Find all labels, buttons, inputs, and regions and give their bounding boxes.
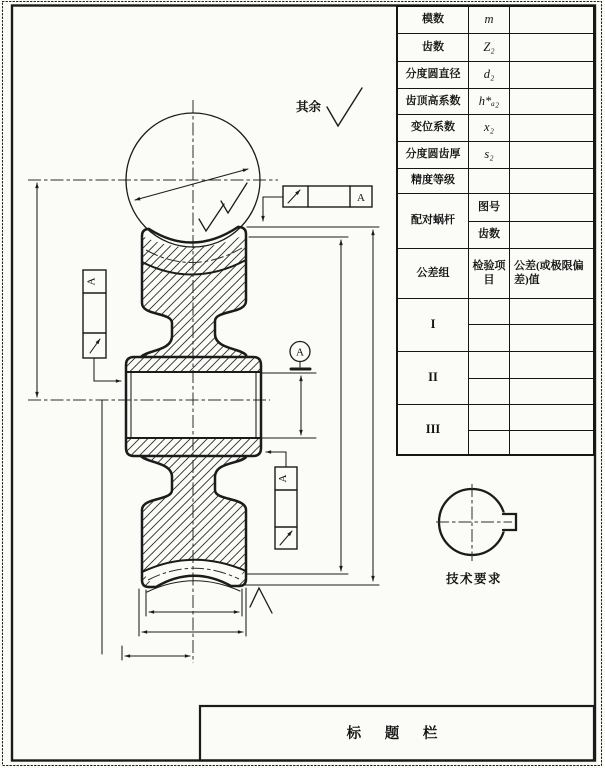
tech-requirements-label: 技术要求 [445,572,503,586]
remainder-roughness-note [296,88,362,126]
param-value-cell [469,379,510,405]
param-symbol: x₂ [469,115,510,142]
title-bar [200,706,594,761]
param-label: 分度圆直径 [398,62,469,89]
tolerance-value-label: 公差(或极限偏差)值 [510,249,593,299]
param-label: 变位系数 [398,115,469,142]
param-symbol: d₂ [469,62,510,89]
param-value-cell [510,169,593,194]
param-symbol: h*ₐ₂ [469,89,510,115]
tolerance-group-label: 公差组 [398,249,469,299]
tolerance-group-1: I [398,299,469,352]
roughness-icon [199,204,224,231]
gear-parameter-table [396,5,595,456]
param-value-cell [510,379,593,405]
param-value-cell [469,169,510,194]
param-value-cell [510,142,593,169]
datum-a-symbol [290,342,310,370]
param-value-cell [469,431,510,454]
param-label: 齿顶高系数 [398,89,469,115]
param-value-cell [510,7,593,34]
param-value-cell [510,62,593,89]
param-value-cell [510,431,593,454]
runout-tolerance-frame-left [83,270,121,381]
param-label: 分度圆齿厚 [398,142,469,169]
param-value-cell [510,115,593,142]
param-label: 齿数 [398,34,469,62]
param-value-cell [510,34,593,62]
mating-worm-label: 配对蜗杆 [398,194,469,249]
runout-tolerance-frame-bottom [266,452,297,549]
param-value-cell [510,405,593,431]
param-symbol: m [469,7,510,34]
param-value-cell [510,194,593,222]
tolerance-group-2: II [398,352,469,405]
shaft-section-view [436,484,518,586]
param-symbol: Z₂ [469,34,510,62]
param-value-cell [510,222,593,249]
tolerance-group-3: III [398,405,469,454]
param-value-cell [469,299,510,325]
remainder-label: 其余 [296,100,322,114]
runout-symbol-icon [280,531,292,545]
datum-ref-letter: A [277,474,289,483]
param-value-cell [469,325,510,352]
title-bar-label: 标 题 栏 [346,726,448,742]
roughness-icon [250,588,272,613]
runout-symbol-icon [90,339,100,353]
datum-ref-letter: A [357,192,365,204]
param-label: 模数 [398,7,469,34]
param-symbol: s₂ [469,142,510,169]
mating-worm-teeth: 齿数 [469,222,510,249]
param-value-cell [510,352,593,379]
datum-ref-letter: A [85,277,98,286]
mating-worm-drawing-no: 图号 [469,194,510,222]
param-value-cell [510,299,593,325]
inspection-items-label: 检验项目 [469,249,510,299]
param-value-cell [469,352,510,379]
param-value-cell [510,325,593,352]
param-value-cell [510,89,593,115]
runout-tolerance-frame-top [263,186,372,221]
roughness-icon [221,183,247,213]
accuracy-grade-label: 精度等级 [398,169,469,194]
datum-circle-letter: A [296,346,304,359]
param-value-cell [469,405,510,431]
roughness-icon [327,88,362,126]
runout-symbol-icon [288,190,300,203]
